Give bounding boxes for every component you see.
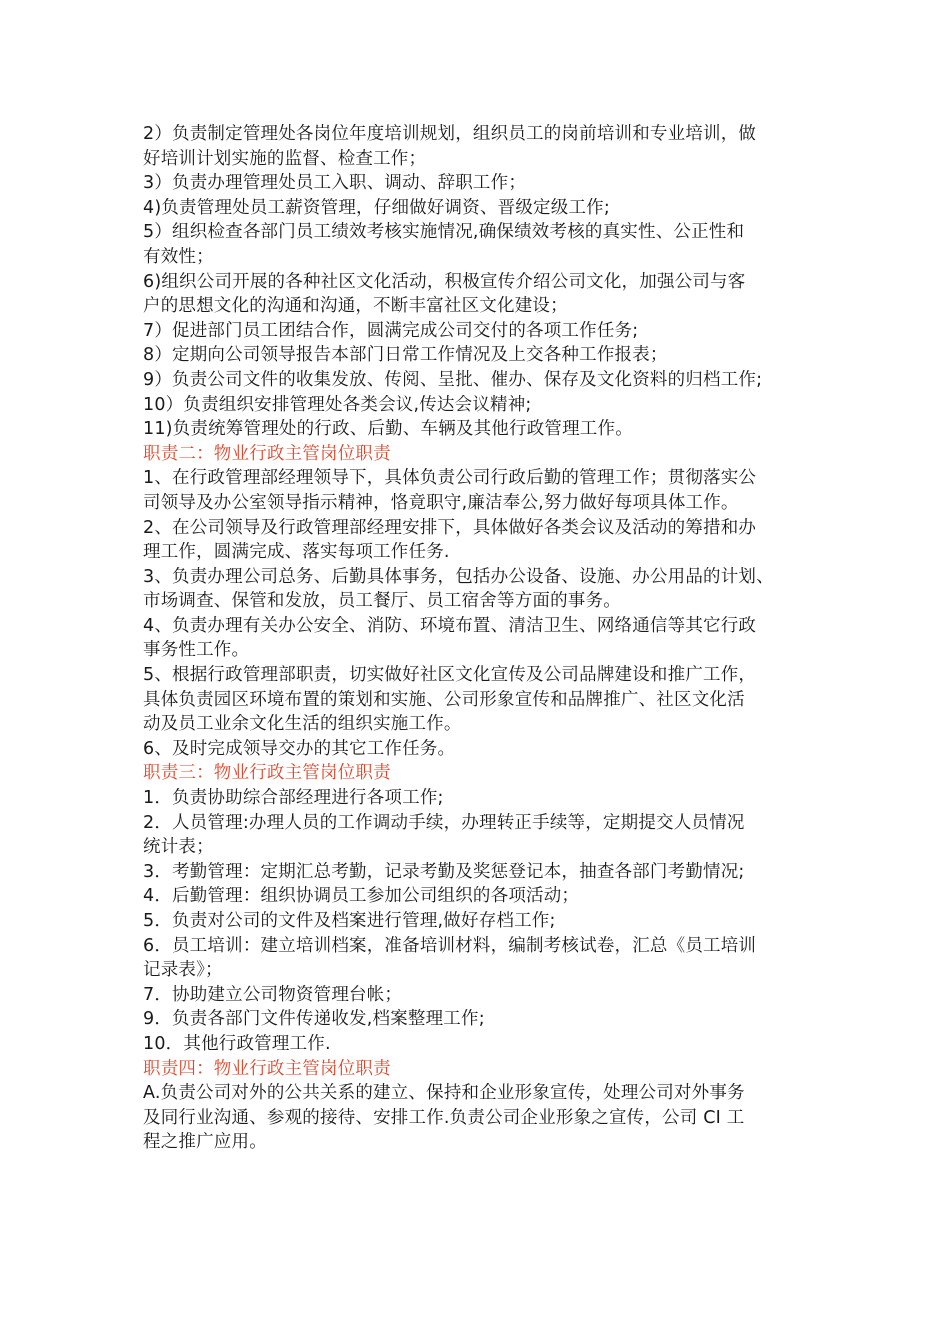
text-line: 7）促进部门员工团结合作，圆满完成公司交付的各项工作任务;	[143, 320, 639, 341]
text-line: 2）负责制定管理处各岗位年度培训规划，组织员工的岗前培训和专业培训，做	[143, 124, 757, 144]
text-line: 5．负责对公司的文件及档案进行管理,做好存档工作;	[143, 911, 556, 931]
text-line: 及同行业沟通、参观的接待、安排工作.负责公司企业形象之宣传，公司 CI 工	[143, 1107, 745, 1128]
text-line: 司领导及办公室领导指示精神，恪竟职守,廉洁奉公,努力做好每项具体工作。	[143, 492, 739, 513]
text-line: 理工作，圆满完成、落实每项工作任务.	[143, 542, 450, 563]
section-heading: 职责二：物业行政主管岗位职责	[143, 443, 391, 464]
text-line: 动及员工业余文化生活的组织实施工作。	[143, 714, 462, 735]
text-line: 9）负责公司文件的收集发放、传阅、呈批、催办、保存及文化资料的归档工作;	[143, 369, 763, 390]
text-line: 6．员工培训：建立培训档案，准备培训材料，编制考核试卷，汇总《员工培训	[143, 935, 757, 956]
text-line: 1．负责协助综合部经理进行各项工作;	[143, 788, 444, 809]
text-line: 6)组织公司开展的各种社区文化活动，积极宣传介绍公司文化，加强公司与客	[143, 271, 746, 292]
text-line: 户的思想文化的沟通和沟通，不断丰富社区文化建设；	[143, 296, 568, 317]
text-line: 8）定期向公司领导报告本部门日常工作情况及上交各种工作报表；	[143, 345, 668, 366]
text-line: 3．考勤管理：定期汇总考勤，记录考勤及奖惩登记本，抽查各部门考勤情况;	[143, 861, 745, 882]
text-line: A.负责公司对外的公共关系的建立、保持和企业形象宣传，处理公司对外事务	[143, 1083, 745, 1104]
text-line: 4)负责管理处员工薪资管理，仔细做好调资、晋级定级工作;	[143, 197, 610, 218]
text-line: 2．人员管理:办理人员的工作调动手续，办理转正手续等，定期提交人员情况	[143, 812, 745, 833]
text-line: 好培训计划实施的监督、检查工作；	[143, 148, 427, 169]
text-line: 统计表；	[143, 837, 214, 858]
text-line: 4．后勤管理：组织协调员工参加公司组织的各项活动；	[143, 886, 580, 907]
text-line: 5、根据行政管理部职责，切实做好社区文化宣传及公司品牌建设和推广工作，	[143, 665, 757, 686]
text-line: 7．协助建立公司物资管理台帐；	[143, 984, 403, 1005]
text-line: 4、负责办理有关办公安全、消防、环境布置、清洁卫生、网络通信等其它行政	[143, 615, 757, 636]
text-line: 9．负责各部门文件传递收发,档案整理工作;	[143, 1009, 485, 1030]
text-line: 2、在公司领导及行政管理部经理安排下，具体做好各类会议及活动的筹措和办	[143, 517, 757, 538]
text-line: 市场调查、保管和发放，员工餐厅、员工宿舍等方面的事务。	[143, 591, 621, 612]
text-line: 事务性工作。	[143, 640, 250, 661]
text-line: 记录表》；	[143, 960, 223, 981]
text-line: 具体负责园区环境布置的策划和实施、公司形象宣传和品牌推广、社区文化活	[143, 689, 745, 710]
text-line: 10．其他行政管理工作.	[143, 1033, 331, 1054]
text-line: 10）负责组织安排管理处各类会议,传达会议精神;	[143, 394, 532, 415]
section-heading: 职责四：物业行政主管岗位职责	[143, 1058, 391, 1079]
text-line: 有效性；	[143, 246, 214, 267]
text-line: 6、及时完成领导交办的其它工作任务。	[143, 738, 456, 759]
section-heading: 职责三：物业行政主管岗位职责	[143, 763, 391, 784]
text-line: 5）组织检查各部门员工绩效考核实施情况,确保绩效考核的真实性、公正性和	[143, 222, 745, 243]
text-line: 1、在行政管理部经理领导下，具体负责公司行政后勤的管理工作；贯彻落实公	[143, 468, 757, 489]
text-line: 3）负责办理管理处员工入职、调动、辞职工作；	[143, 173, 527, 194]
document-page	[143, 122, 823, 1155]
text-line: 程之推广应用。	[143, 1132, 267, 1153]
text-line: 11)负责统筹管理处的行政、后勤、车辆及其他行政管理工作。	[143, 419, 633, 440]
text-line: 3、负责办理公司总务、后勤具体事务，包括办公设备、设施、办公用品的计划、	[143, 566, 774, 587]
